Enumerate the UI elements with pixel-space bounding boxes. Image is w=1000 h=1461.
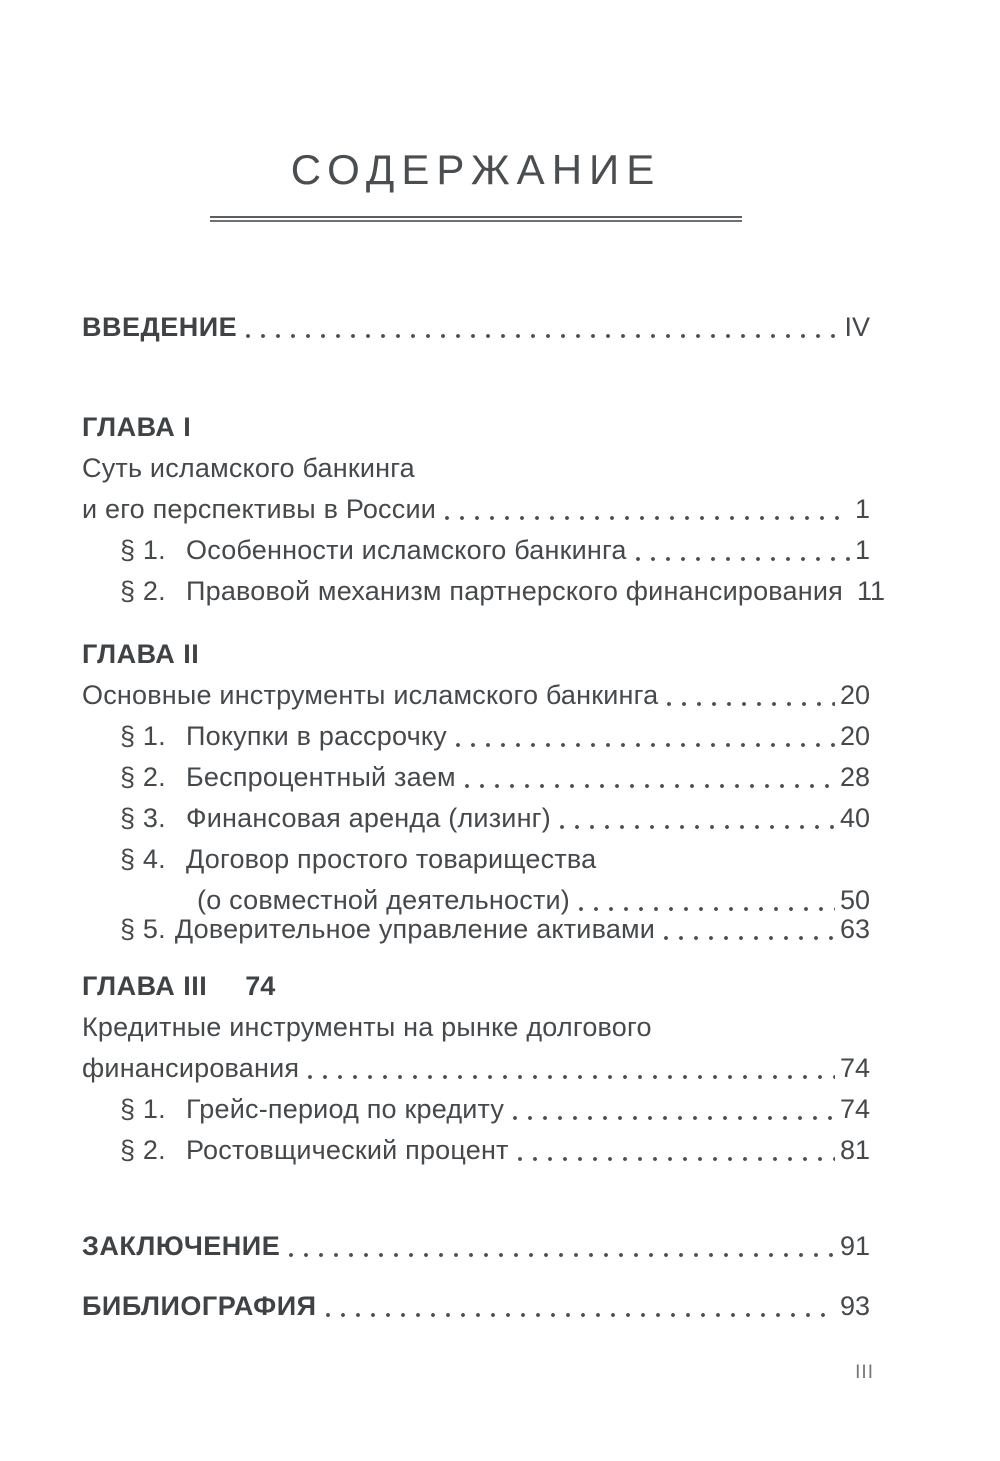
section-marker: § 3. [120, 803, 166, 834]
folio-number: III [855, 1362, 874, 1383]
toc-chapter-3 [82, 966, 870, 1171]
section-text: Договор простого товарищества [186, 844, 597, 875]
section-text: Покупки в рассрочку [186, 721, 447, 752]
section-marker: § 4. [120, 844, 166, 875]
chapter-heading [82, 634, 870, 675]
section-text: Грейс-период по кредиту [186, 1094, 505, 1125]
entry-page: 50 [839, 885, 870, 916]
entry-page: 11 [856, 576, 885, 607]
toc-section [82, 1130, 870, 1171]
dot-leader [326, 1313, 835, 1317]
entry-page: IV [844, 312, 870, 343]
chapter-title-line [82, 1007, 870, 1048]
page-title: СОДЕРЖАНИЕ [290, 146, 662, 193]
toc-section [82, 530, 870, 571]
dot-leader [445, 516, 850, 520]
section-marker: § 2. [120, 1135, 166, 1166]
toc-entry-conclusion [82, 1226, 870, 1267]
chapter-title-text: финансирования [82, 1053, 300, 1084]
dot-leader [560, 825, 835, 829]
chapter-title-line [82, 1048, 870, 1089]
section-text: Ростовщический процент [186, 1135, 509, 1166]
dot-leader [465, 784, 835, 788]
entry-page: 1 [854, 494, 870, 525]
toc-entry-bibliography [82, 1286, 870, 1327]
section-text: Беспроцентный заем [186, 762, 456, 793]
section-text: Доверительное управление активами [174, 914, 656, 945]
dot-leader [456, 743, 835, 747]
entry-page: 28 [839, 762, 870, 793]
dot-leader [246, 334, 839, 338]
chapter-heading-label: ГЛАВА I [82, 412, 192, 443]
chapter-title-line [82, 675, 870, 716]
chapter-heading-label: ГЛАВА III [82, 971, 208, 1002]
toc-section [82, 839, 870, 880]
dot-leader [308, 1075, 835, 1079]
dot-leader [513, 1116, 835, 1120]
toc-header [82, 148, 870, 222]
section-marker: § 1. [120, 1094, 166, 1125]
entry-page: 63 [839, 914, 870, 945]
chapter-title-line [82, 448, 870, 489]
toc-chapter-1 [82, 407, 885, 612]
section-marker: § 5. [120, 914, 166, 945]
entry-label: БИБЛИОГРАФИЯ [82, 1291, 317, 1322]
chapter-title-text: Кредитные инструменты на рынке долгового [82, 1012, 652, 1043]
section-marker: § 2. [120, 762, 166, 793]
dot-leader [636, 557, 850, 561]
section-text: Особенности исламского банкинга [186, 535, 627, 566]
entry-page: 40 [839, 803, 870, 834]
chapter-heading [82, 966, 870, 1007]
entry-page: 20 [839, 721, 870, 752]
entry-label: ЗАКЛЮЧЕНИЕ [82, 1231, 281, 1262]
section-text: Финансовая аренда (лизинг) [186, 803, 551, 834]
dot-leader [518, 1157, 835, 1161]
chapter-heading [82, 407, 870, 448]
dot-leader [289, 1253, 835, 1257]
entry-page: 1 [854, 535, 870, 566]
dot-leader [664, 936, 835, 940]
entry-page: 91 [839, 1231, 870, 1262]
chapter-title-text: Основные инструменты исламского банкинга [82, 680, 659, 711]
section-marker: § 1. [120, 535, 166, 566]
entry-label: ВВЕДЕНИЕ [82, 312, 238, 343]
section-text: (о совместной деятельности) [197, 885, 570, 916]
entry-page: 20 [839, 680, 870, 711]
chapter-inline-page: 74 [245, 971, 276, 1002]
title-divider [210, 216, 742, 222]
toc-content [82, 146, 885, 1327]
toc-section [82, 1089, 870, 1130]
toc-entry-introduction [82, 307, 870, 348]
section-text: Правовой механизм партнерского финансирования [186, 576, 843, 607]
chapter-heading-label: ГЛАВА II [82, 639, 200, 670]
toc-section [82, 909, 870, 950]
toc-section [82, 571, 885, 612]
entry-page: 74 [839, 1094, 870, 1125]
dot-leader [667, 702, 835, 706]
chapter-title-text: и его перспективы в России [82, 494, 437, 525]
toc-section [82, 757, 870, 798]
section-marker: § 2. [120, 576, 166, 607]
entry-page: 74 [839, 1053, 870, 1084]
entry-page: 93 [839, 1291, 870, 1322]
toc-section [82, 716, 870, 757]
toc-section [82, 798, 870, 839]
chapter-title-text: Суть исламского банкинга [82, 453, 415, 484]
chapter-title-line [82, 489, 870, 530]
entry-page: 81 [839, 1135, 870, 1166]
toc-chapter-2 [82, 634, 870, 950]
section-marker: § 1. [120, 721, 166, 752]
